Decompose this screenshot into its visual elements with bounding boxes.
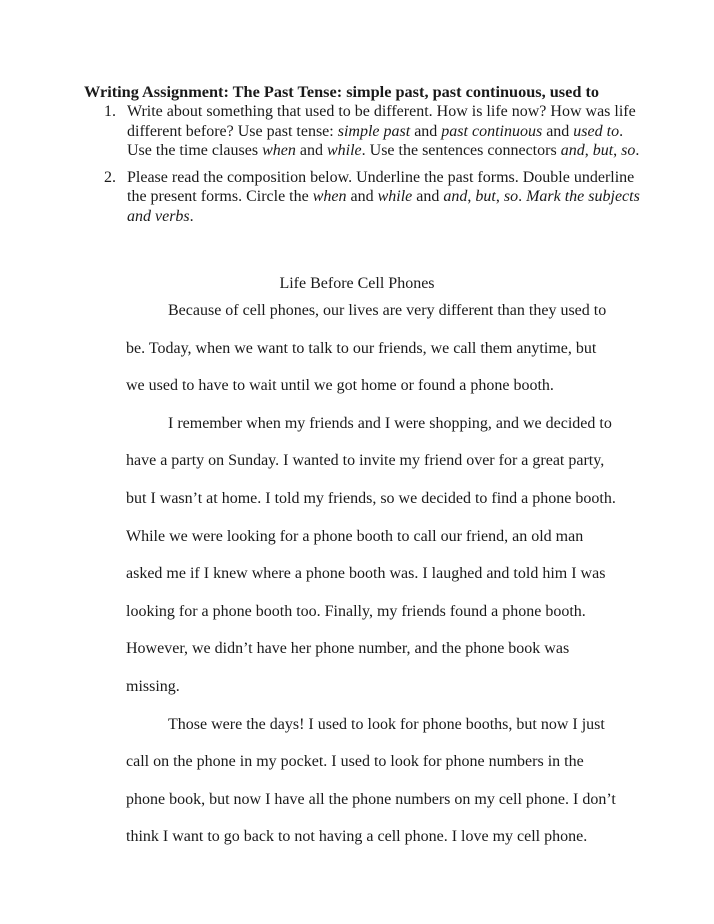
instruction-text: , [584,142,593,159]
instruction-emphasis: but [592,142,614,159]
essay-body [126,300,646,864]
instruction-text: , [467,188,476,205]
instruction-list [104,102,644,226]
essay-line: asked me if I knew where a phone booth was. I laughed and told him I was [126,565,606,583]
essay-line: missing. [126,677,180,695]
essay-line: However, we didn’t have her phone number, and the phone book was [126,640,570,658]
instruction-text: and [542,122,574,140]
instruction-text: and [412,188,444,205]
essay-line: be. Today, when we want to talk to our friends, we call them anytime, but [126,339,597,357]
instruction-item [104,168,644,227]
essay-line: phone book, but now I have all the phone numbers on my cell phone. I don’t [126,790,616,808]
instruction-emphasis: Mark the subjects and verbs [127,188,640,225]
essay-line: but I wasn’t at home. I told my friends, so we decided to find a phone booth. [126,489,616,507]
instruction-text: , [495,188,504,205]
instruction-text: Write about something that used to be different. How is life now? How was life different before? Use past tense: [127,103,636,140]
instruction-emphasis: so [503,188,519,205]
essay-line: While we were looking for a phone booth to call our friend, an old man [126,527,584,545]
instruction-text: . [518,188,527,205]
instruction-item [104,102,644,161]
instruction-text: . Use the sentences connectors [361,142,561,159]
instruction-number: 1. [104,103,116,120]
instruction-emphasis: simple past [337,122,411,140]
instruction-emphasis: and [443,188,468,205]
essay-line: we used to have to wait until we got home or found a phone booth. [126,377,554,395]
instruction-text: . [635,142,640,159]
instruction-text: and [295,142,327,159]
instruction-text: and [346,188,378,205]
instruction-emphasis: past continuous [441,122,543,140]
essay-line: call on the phone in my pocket. I used to look for phone numbers in the [126,753,584,771]
essay-line: I remember when my friends and I were shopping, and we decided to [168,414,612,432]
instruction-emphasis: and [560,142,585,159]
instruction-text: , [613,142,622,159]
assignment-heading: Writing Assignment: The Past Tense: simple past, past continuous, used to [84,82,600,101]
essay-title: Life Before Cell Phones [279,275,435,292]
instruction-emphasis: when [312,188,347,205]
instruction-text: . Use the time clauses [127,122,624,159]
instruction-number: 2. [104,168,116,186]
instruction-emphasis: while [326,142,362,159]
essay-line: have a party on Sunday. I wanted to invite my friend over for a great party, [126,452,605,470]
instruction-text: . [189,207,194,225]
essay-line: looking for a phone booth too. Finally, my friends found a phone booth. [126,602,586,620]
instruction-emphasis: while [377,188,413,205]
instruction-emphasis: so [621,142,636,159]
instruction-emphasis: used to [573,122,620,140]
essay-line: Those were the days! I used to look for phone booths, but now I just [168,715,605,733]
instruction-text: Please read the composition below. Underline the past forms. Double underline the present forms. Circle the [127,168,635,205]
instruction-emphasis: when [262,142,296,159]
instruction-emphasis: but [475,188,496,205]
essay-line: think I want to go back to not having a cell phone. I love my cell phone. [126,828,588,846]
essay-line: Because of cell phones, our lives are very different than they used to [168,302,607,319]
instruction-text: and [410,122,442,140]
